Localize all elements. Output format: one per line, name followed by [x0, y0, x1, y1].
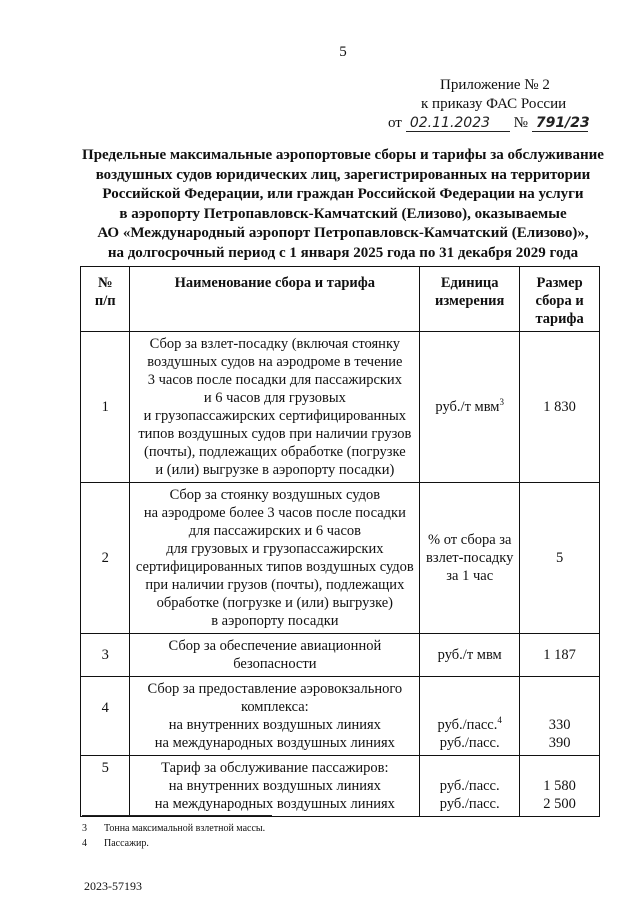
document-code: 2023-57193 — [84, 879, 142, 893]
row-number: 3 — [81, 634, 130, 677]
name-line: воздушных судов на аэродроме в течение — [147, 354, 403, 370]
header-size — [520, 267, 600, 332]
size-line: 1 580 — [543, 778, 576, 794]
name-line: и грузопассажирских сертифицированных — [143, 408, 407, 424]
row-unit — [420, 332, 520, 483]
name-line: (почты), подлежащих обработке (погрузке — [144, 444, 406, 460]
unit-line: за 1 час — [446, 568, 494, 584]
size-line: 330 — [548, 717, 571, 733]
table-header-row — [81, 267, 600, 332]
unit-line: руб./пасс. — [439, 796, 500, 812]
row-size: 1 187 — [520, 634, 600, 677]
footnote-ref: 3 — [499, 397, 504, 408]
header-unit — [420, 267, 520, 332]
name-line: и (или) выгрузке в аэропорту посадки) — [155, 462, 395, 478]
row-unit: руб./т мвм — [420, 634, 520, 677]
header-no — [81, 267, 130, 332]
page-number: 5 — [339, 44, 347, 60]
tariffs-table — [80, 266, 600, 817]
row-size — [520, 756, 600, 817]
name-line: на внутренних воздушных линиях — [168, 717, 381, 733]
header-no-line: п/п — [94, 293, 116, 309]
handwritten-number: 791/23 — [532, 116, 588, 132]
unit-line: руб./пасс. — [439, 778, 500, 794]
name-line: в аэропорту посадки — [211, 613, 339, 629]
document-title — [60, 146, 626, 263]
size-line: 390 — [548, 735, 571, 751]
name-line: Сбор за стоянку воздушных судов — [169, 487, 381, 503]
name-line: Сбор за взлет-посадку (включая стоянку — [149, 336, 401, 352]
number-label: № — [513, 115, 528, 131]
title-line: в аэропорту Петропавловск-Камчатский (Елизово), оказываемые — [119, 205, 567, 222]
table-row — [81, 332, 600, 483]
table-row — [81, 677, 600, 756]
footnote-item — [82, 821, 265, 836]
row-name — [130, 634, 420, 677]
footnote-mark: 3 — [82, 823, 87, 834]
table-row — [81, 756, 600, 817]
row-number: 1 — [81, 332, 130, 483]
name-line: комплекса: — [241, 699, 309, 715]
header-unit-line: измерения — [435, 293, 505, 309]
unit-line: % от сбора за — [427, 532, 512, 548]
row-name — [130, 756, 420, 817]
name-line: на внутренних воздушных линиях — [168, 778, 381, 794]
name-line: Сбор за обеспечение авиационной — [168, 638, 382, 654]
unit-text: руб./пасс. — [437, 717, 498, 733]
row-size: 5 — [520, 483, 600, 634]
title-line: на долгосрочный период с 1 января 2025 года по 31 декабря 2029 года — [107, 244, 579, 261]
footnotes — [82, 821, 265, 851]
row-name — [130, 483, 420, 634]
title-line: Предельные максимальные аэропортовые сборы и тарифы за обслуживание — [82, 147, 604, 163]
name-line: при наличии грузов (почты), подлежащих — [145, 577, 405, 593]
header-size-line: Размер — [536, 275, 583, 291]
name-line: на международных воздушных линиях — [154, 796, 395, 812]
name-line: для грузовых и грузопассажирских — [166, 541, 384, 557]
unit-line: руб./пасс. — [439, 735, 500, 751]
header-no-line: № — [97, 275, 113, 291]
handwritten-date: 02.11.2023 — [406, 116, 510, 132]
row-number: 4 — [81, 677, 130, 756]
name-line: обработке (погрузке и (или) выгрузке) — [156, 595, 394, 611]
size-line: 2 500 — [543, 796, 576, 812]
footnote-text: Пассажир. — [104, 838, 149, 849]
name-line: на международных воздушных линиях — [154, 735, 395, 751]
name-line: Тариф за обслуживание пассажиров: — [161, 760, 389, 776]
header-name: Наименование сбора и тарифа — [130, 267, 420, 332]
name-line: 3 часов после посадки для пассажирских — [147, 372, 402, 388]
unit-text: руб./т мвм — [435, 399, 500, 415]
row-size: 1 830 — [520, 332, 600, 483]
footnote-divider — [82, 815, 272, 816]
row-size — [520, 677, 600, 756]
row-number: 5 — [81, 756, 130, 817]
row-unit — [420, 483, 520, 634]
name-line: типов воздушных судов при наличии грузов — [138, 426, 412, 442]
footnote-item — [82, 836, 265, 851]
title-line: АО «Международный аэропорт Петропавловск-Камчатский (Елизово)», — [97, 225, 589, 241]
row-unit — [420, 677, 520, 756]
name-line: на аэродроме более 3 часов после посадки — [143, 505, 406, 521]
name-line: и 6 часов для грузовых — [203, 390, 346, 406]
appendix-title: Приложение № 2 — [440, 77, 550, 93]
name-line: безопасности — [233, 656, 317, 672]
appendix-date-number — [388, 114, 598, 133]
unit-line — [424, 716, 515, 734]
header-size-line: сбора и — [535, 293, 584, 309]
footnote-ref: 4 — [497, 715, 502, 726]
header-unit-line: Единица — [440, 275, 499, 291]
appendix-header — [388, 76, 598, 133]
footnote-text: Тонна максимальной взлетной массы. — [104, 823, 266, 834]
footnote-mark: 4 — [82, 838, 87, 849]
name-line: Сбор за предоставление аэровокзального — [147, 681, 403, 697]
title-line: воздушных судов юридических лиц, зарегистрированных на территории — [95, 166, 591, 183]
from-label: от — [388, 115, 402, 131]
row-unit — [420, 756, 520, 817]
header-size-line: тарифа — [535, 311, 584, 327]
name-line: для пассажирских и 6 часов — [188, 523, 361, 539]
row-number: 2 — [81, 483, 130, 634]
name-line: сертифицированных типов воздушных судов — [135, 559, 414, 575]
table-row — [81, 483, 600, 634]
appendix-order-ref: к приказу ФАС России — [421, 96, 567, 112]
row-name — [130, 677, 420, 756]
unit-line: взлет-посадку — [426, 550, 514, 566]
row-name — [130, 332, 420, 483]
table-row — [81, 634, 600, 677]
title-line: Российской Федерации, или граждан Российской Федерации на услуги — [102, 186, 584, 202]
